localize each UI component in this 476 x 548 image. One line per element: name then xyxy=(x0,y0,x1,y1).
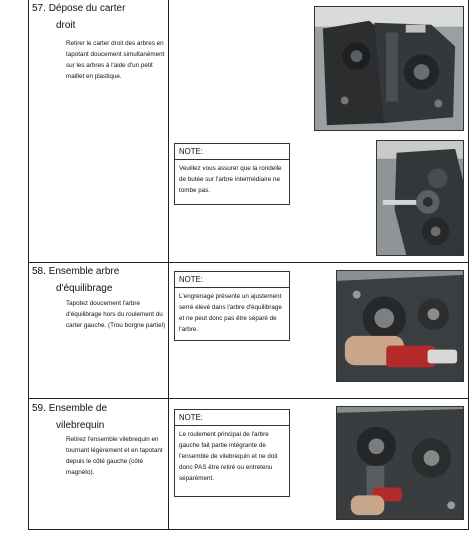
crankshaft-photo xyxy=(336,406,464,520)
step-number: 58. xyxy=(32,266,46,277)
step-number: 59. xyxy=(32,403,46,414)
note-title: NOTE: xyxy=(175,272,289,288)
note-title: NOTE: xyxy=(175,144,289,160)
step-59-title xyxy=(32,400,107,434)
step-57-note xyxy=(174,143,290,205)
column-divider xyxy=(168,0,169,530)
step-title-line1: Dépose du carter xyxy=(48,3,126,14)
step-58-instructions: Tapotez doucement l'arbre d'équilibrage hors du roulement du carter gauche. (Trou borgne partiel) xyxy=(66,300,166,329)
row-divider xyxy=(28,398,469,399)
step-59-note xyxy=(174,409,290,497)
step-58-title xyxy=(32,263,119,297)
step-title-line1: Ensemble arbre xyxy=(48,266,120,277)
step-58-note xyxy=(174,271,290,341)
engine-case-photo xyxy=(314,6,464,131)
step-57-title xyxy=(32,0,125,34)
step-title-line2: vilebrequin xyxy=(56,420,105,431)
note-body: L'engrenage présente un ajustement serré élevé dans l'arbre d'équilibrage et ne peut donc pas être séparé de l'arbre. xyxy=(179,293,282,333)
note-body: Veuillez vous assurer que la rondelle de butée sur l'arbre intermédiaire ne tombe pas. xyxy=(179,165,282,194)
step-title-line2: droit xyxy=(56,20,76,31)
step-57-instructions: Retirer le carter droit des arbres en tapotant doucement simultanément sur les arbres à l'aide d'un petit maillet en plastique. xyxy=(66,40,165,80)
step-59-instructions: Retirez l'ensemble vilebrequin en tournant légèrement et en tapotant depuis le côté gauche (côté magnéto). xyxy=(66,436,163,476)
balancer-shaft-photo xyxy=(336,270,464,382)
intermediate-shaft-photo xyxy=(376,140,464,256)
step-number: 57. xyxy=(32,3,46,14)
note-title: NOTE: xyxy=(175,410,289,426)
note-body: Le roulement principal de l'arbre gauche fait partie intégrante de l'ensemble de vilebrequin et ne doit donc PAS être retiré ou entretenu séparément. xyxy=(179,431,278,482)
step-title-line2: d'équilibrage xyxy=(56,283,113,294)
step-title-line1: Ensemble de xyxy=(48,403,108,414)
